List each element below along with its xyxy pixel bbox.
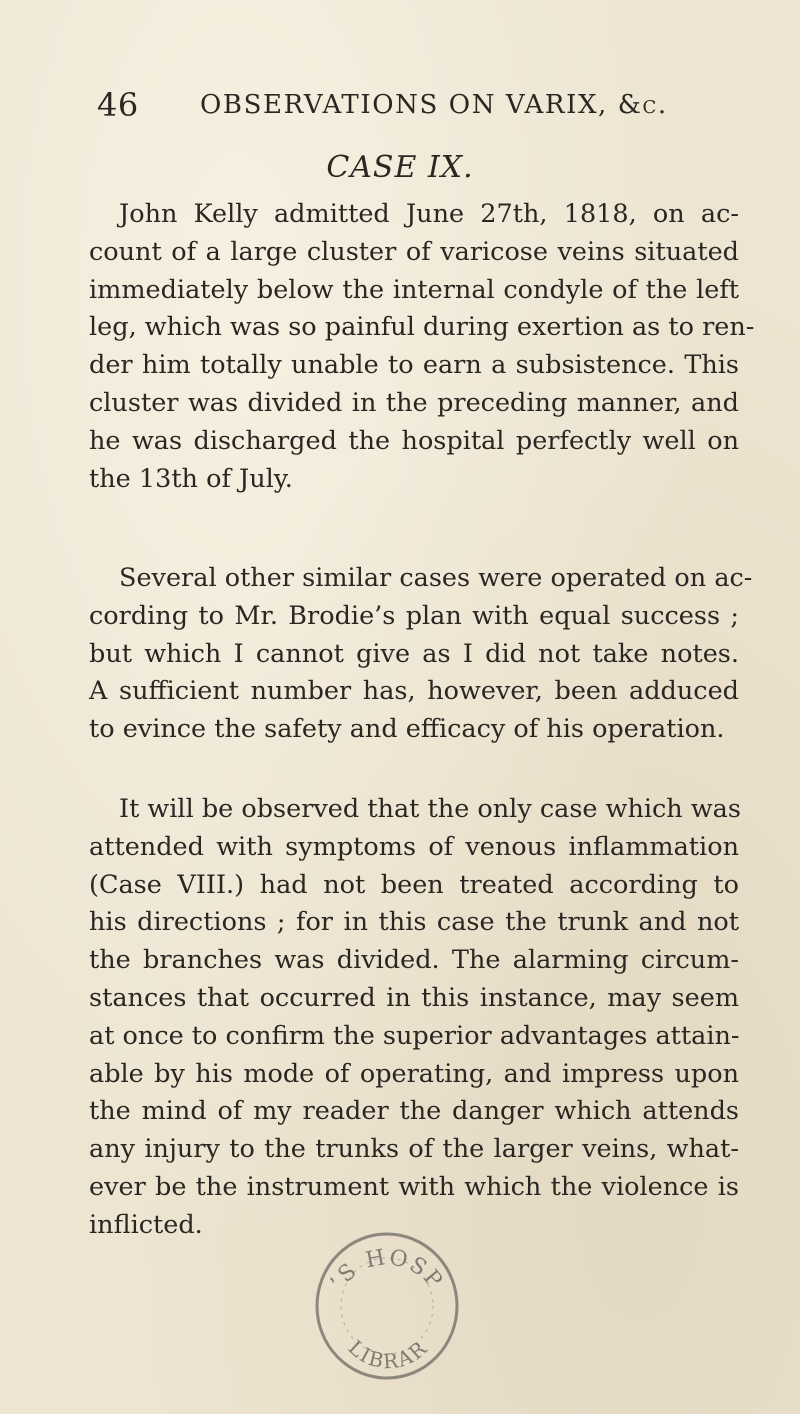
library-stamp bbox=[312, 1228, 462, 1384]
text-line: (Case VIII.) had not been treated according to bbox=[89, 869, 739, 900]
text-line: Several other similar cases were operated on ac- bbox=[119, 563, 753, 593]
text-line: count of a large cluster of varicose veins situated bbox=[89, 236, 739, 267]
text-line: leg, which was so painful during exertion as to ren- bbox=[89, 312, 755, 343]
text-line: the mind of my reader the danger which attends bbox=[89, 1096, 739, 1127]
text-line: he was discharged the hospital perfectly well on bbox=[89, 425, 739, 456]
paragraph-1 bbox=[89, 196, 755, 498]
text-line: It will be observed that the only case which was bbox=[119, 794, 741, 824]
running-head: OBSERVATIONS ON VARIX, &c. bbox=[200, 90, 668, 120]
text-line: cording to Mr. Brodie’s plan with equal success ; bbox=[89, 600, 739, 631]
text-line: ever be the instrument with which the violence is bbox=[89, 1171, 739, 1202]
page-number: 46 bbox=[97, 86, 139, 124]
case-title: CASE IX. bbox=[326, 150, 474, 185]
text-line: John Kelly admitted June 27th, 1818, on ac- bbox=[119, 199, 739, 229]
stamp-text-top: ’S HOSP bbox=[325, 1244, 448, 1295]
text-line: the 13th of July. bbox=[89, 463, 293, 494]
text-line: able by his mode of operating, and impress upon bbox=[89, 1058, 739, 1089]
text-line: inflicted. bbox=[89, 1209, 203, 1240]
text-line: A sufficient number has, however, been adduced bbox=[89, 676, 739, 707]
text-line: his directions ; for in this case the trunk and not bbox=[89, 907, 739, 938]
text-line: but which I cannot give as I did not take notes. bbox=[89, 638, 739, 669]
stamp-text-bottom: LIBRAR bbox=[343, 1335, 433, 1374]
page-header bbox=[97, 86, 668, 126]
text-line: any injury to the trunks of the larger veins, what- bbox=[89, 1134, 739, 1165]
text-line: attended with symptoms of venous inflammation bbox=[89, 831, 739, 862]
text-line: stances that occurred in this instance, may seem bbox=[89, 982, 739, 1013]
text-line: the branches was divided. The alarming circum- bbox=[89, 945, 739, 976]
text-line: immediately below the internal condyle of the left bbox=[89, 274, 739, 305]
paragraph-2 bbox=[89, 560, 753, 749]
text-line: cluster was divided in the preceding manner, and bbox=[89, 387, 739, 418]
text-line: der him totally unable to earn a subsistence. This bbox=[89, 350, 739, 381]
paragraph-3 bbox=[89, 791, 739, 1245]
text-line: to evince the safety and efficacy of his operation. bbox=[89, 714, 725, 745]
text-line: at once to confirm the superior advantages attain- bbox=[89, 1020, 740, 1051]
